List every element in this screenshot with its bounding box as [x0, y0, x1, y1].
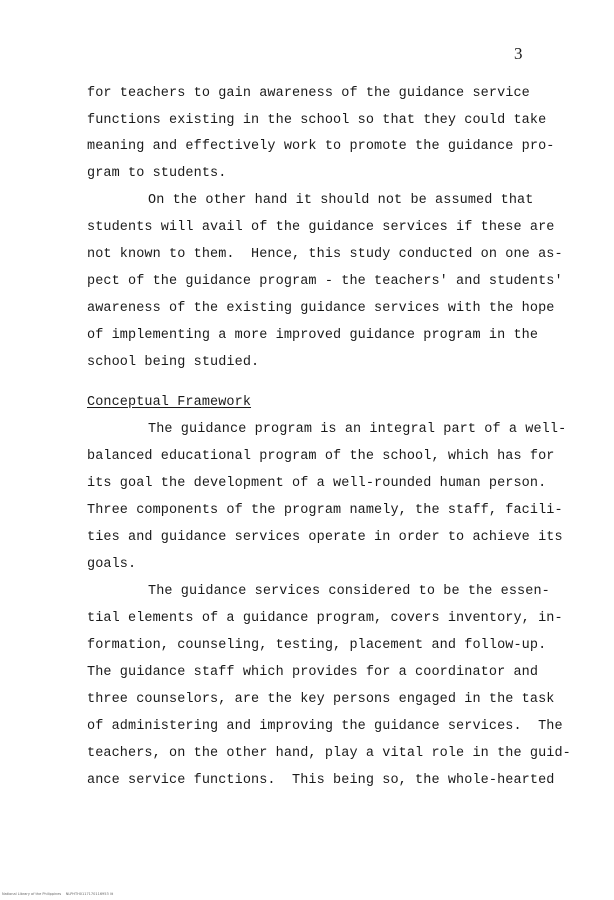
- text-line: ance service functions. This being so, the whole-hearted: [87, 773, 555, 788]
- text-line: Three components of the program namely, the staff, facili-: [87, 503, 563, 518]
- text-line: for teachers to gain awareness of the guidance service: [87, 86, 530, 101]
- text-line: functions existing in the school so that they could take: [87, 113, 547, 128]
- section-heading: Conceptual Framework: [87, 395, 252, 410]
- text-line: ties and guidance services operate in order to achieve its: [87, 530, 563, 545]
- text-line: students will avail of the guidance services if these are: [87, 220, 555, 235]
- text-line: not known to them. Hence, this study conducted on one as-: [87, 247, 563, 262]
- text-line: tial elements of a guidance program, covers inventory, in-: [87, 611, 563, 626]
- text-line: The guidance staff which provides for a coordinator and: [87, 665, 539, 680]
- text-line: On the other hand it should not be assumed that: [148, 193, 534, 208]
- text-line: its goal the development of a well-rounded human person.: [87, 476, 547, 491]
- text-line: of administering and improving the guidance services. The: [87, 719, 563, 734]
- text-line: gram to students.: [87, 166, 227, 181]
- text-line: balanced educational program of the school, which has for: [87, 449, 555, 464]
- text-line: The guidance program is an integral part of a well-: [148, 422, 567, 437]
- text-line: goals.: [87, 557, 137, 572]
- text-line: three counselors, are the key persons engaged in the task: [87, 692, 555, 707]
- text-line: pect of the guidance program - the teachers' and students': [87, 274, 563, 289]
- page-number: 3: [514, 44, 523, 63]
- text-line: school being studied.: [87, 355, 260, 370]
- text-line: The guidance services considered to be the essen-: [148, 584, 550, 599]
- text-line: teachers, on the other hand, play a vital role in the guid-: [87, 746, 571, 761]
- text-line: meaning and effectively work to promote the guidance pro-: [87, 139, 555, 154]
- footer-scan-label: National Library of the Philippines NLPHTH0117170116953 lit: [2, 892, 114, 896]
- text-line: of implementing a more improved guidance program in the: [87, 328, 539, 343]
- text-line: awareness of the existing guidance services with the hope: [87, 301, 555, 316]
- text-line: formation, counseling, testing, placement and follow-up.: [87, 638, 547, 653]
